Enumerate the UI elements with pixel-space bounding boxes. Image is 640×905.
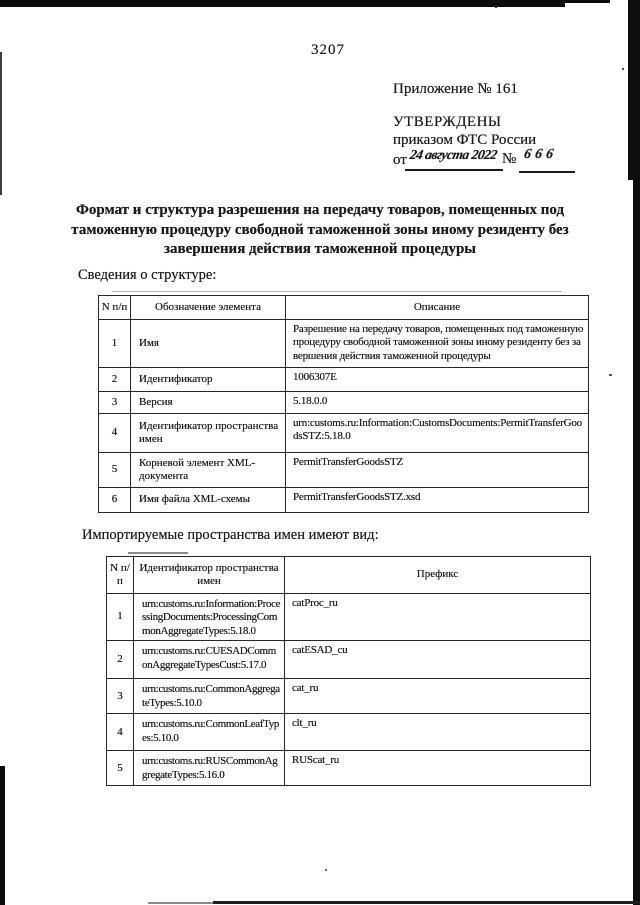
scan-artifact-speck xyxy=(609,374,612,376)
scan-artifact-top-bar-thin xyxy=(565,0,610,3)
namespaces-table xyxy=(106,556,591,786)
scan-artifact-speck xyxy=(325,869,327,871)
table-row xyxy=(99,320,589,368)
table-cell: 5 xyxy=(107,751,134,786)
structure-table-body xyxy=(99,320,589,513)
table-cell: Корневой элемент XML-документа xyxy=(131,453,286,488)
namespaces-table-body xyxy=(107,594,591,786)
table-cell: 4 xyxy=(99,414,131,453)
table-cell: urn:customs.ru:RUSCommonAggregateTypes:5.16.0 xyxy=(134,751,285,786)
handwritten-date: 24 августа 2022 xyxy=(408,147,499,162)
table-row xyxy=(99,453,589,488)
table-cell: Имя файла XML-схемы xyxy=(131,488,286,513)
table-cell: 3 xyxy=(99,392,131,414)
column-header: Обозначение элемента xyxy=(131,296,286,320)
table-cell: Версия xyxy=(131,392,286,414)
table-row xyxy=(107,594,591,641)
table-cell: 5.18.0.0 xyxy=(286,392,589,414)
table-row xyxy=(99,414,589,453)
table-cell: 1006307E xyxy=(286,368,589,392)
document-title: Формат и структура разрешения на передачу товаров, помещенных под таможенную процедуру свободной таможенной зоны иному резиденту без завершения действия таможенной процедуры xyxy=(71,202,569,257)
page-number: 3207 xyxy=(311,42,345,58)
table-cell: urn:customs.ru:CUESADCommonAggregateTypesCust:5.17.0 xyxy=(134,641,285,679)
table-cell: clt_ru xyxy=(285,714,591,751)
table-cell: catProc_ru xyxy=(285,594,591,641)
column-header: N п/п xyxy=(107,557,134,594)
scan-artifact-right-bar-top xyxy=(628,0,640,180)
table-row xyxy=(99,488,589,513)
table-cell: Идентификатор xyxy=(131,368,286,392)
column-header: N п/п xyxy=(99,296,131,320)
table-cell: urn:customs.ru:CommonLeafTypes:5.10.0 xyxy=(134,714,285,751)
number-sign: № xyxy=(502,151,517,167)
table-row xyxy=(107,641,591,679)
date-underline xyxy=(405,169,503,171)
scan-artifact-left-bottom-bar xyxy=(0,766,5,905)
number-underline xyxy=(519,171,575,173)
table-cell: 3 xyxy=(107,679,134,714)
by-order-label: приказом ФТС России xyxy=(393,132,537,148)
namespaces-section-label: Импортируемые пространства имен имеют вид: xyxy=(82,527,379,543)
table-cell: RUScat_ru xyxy=(285,751,591,786)
table-cell: urn:customs.ru:CommonAggregateTypes:5.10.0 xyxy=(134,679,285,714)
handwritten-order-number: 666 xyxy=(522,147,559,162)
scan-artifact-right-bar xyxy=(633,170,640,905)
scan-artifact-bottom-line xyxy=(213,901,640,904)
column-header: Идентификатор пространства имен xyxy=(134,557,285,594)
table-cell: 6 xyxy=(99,488,131,513)
table-cell: 1 xyxy=(99,320,131,368)
scan-artifact-top-bar xyxy=(0,0,565,7)
table-cell: 1 xyxy=(107,594,134,641)
table-row xyxy=(107,679,591,714)
table-cell: 5 xyxy=(99,453,131,488)
table-row xyxy=(99,368,589,392)
column-header: Префикс xyxy=(285,557,591,594)
table-cell: urn:customs.ru:Information:CustomsDocuments:PermitTransferGoodsSTZ:5.18.0 xyxy=(286,414,589,453)
table-header-row xyxy=(99,296,589,320)
column-header: Описание xyxy=(286,296,589,320)
table-cell: 2 xyxy=(99,368,131,392)
table-cell: Имя xyxy=(131,320,286,368)
namespaces-table-header xyxy=(107,557,591,594)
table-cell: PermitTransferGoodsSTZ xyxy=(286,453,589,488)
table-cell: urn:customs.ru:Information:ProcessingDocuments:ProcessingCommonAggregateTypes:5.18.0 xyxy=(134,594,285,641)
approved-label: УТВЕРЖДЕНЫ xyxy=(393,114,502,130)
scan-artifact-left-line xyxy=(0,52,2,195)
table-header-row xyxy=(107,557,591,594)
annex-number: Приложение № 161 xyxy=(393,81,518,97)
table-cell: Разрешение на передачу товаров, помещенных под таможенную процедуру свободной таможенной зоны иному резиденту без завершения действия таможенной процедуры xyxy=(286,320,589,368)
table-cell: catESAD_cu xyxy=(285,641,591,679)
table-cell: 2 xyxy=(107,641,134,679)
structure-table-header xyxy=(99,296,589,320)
table-row xyxy=(107,714,591,751)
from-label: от xyxy=(393,152,407,168)
scan-artifact-bottom-line-gray xyxy=(148,902,213,904)
structure-table xyxy=(98,295,589,513)
table-cell: PermitTransferGoodsSTZ.xsd xyxy=(286,488,589,513)
table-cell: 4 xyxy=(107,714,134,751)
structure-section-label: Сведения о структуре: xyxy=(78,267,217,283)
table-row xyxy=(107,751,591,786)
table-cell: Идентификатор пространства имен xyxy=(131,414,286,453)
table-row xyxy=(99,392,589,414)
scan-artifact-table2-shadow-dash xyxy=(128,552,188,554)
table-cell: cat_ru xyxy=(285,679,591,714)
scan-artifact-table1-shadow-line xyxy=(112,291,562,292)
scan-artifact-speck xyxy=(622,68,624,70)
scan-artifact-speck xyxy=(495,6,497,8)
